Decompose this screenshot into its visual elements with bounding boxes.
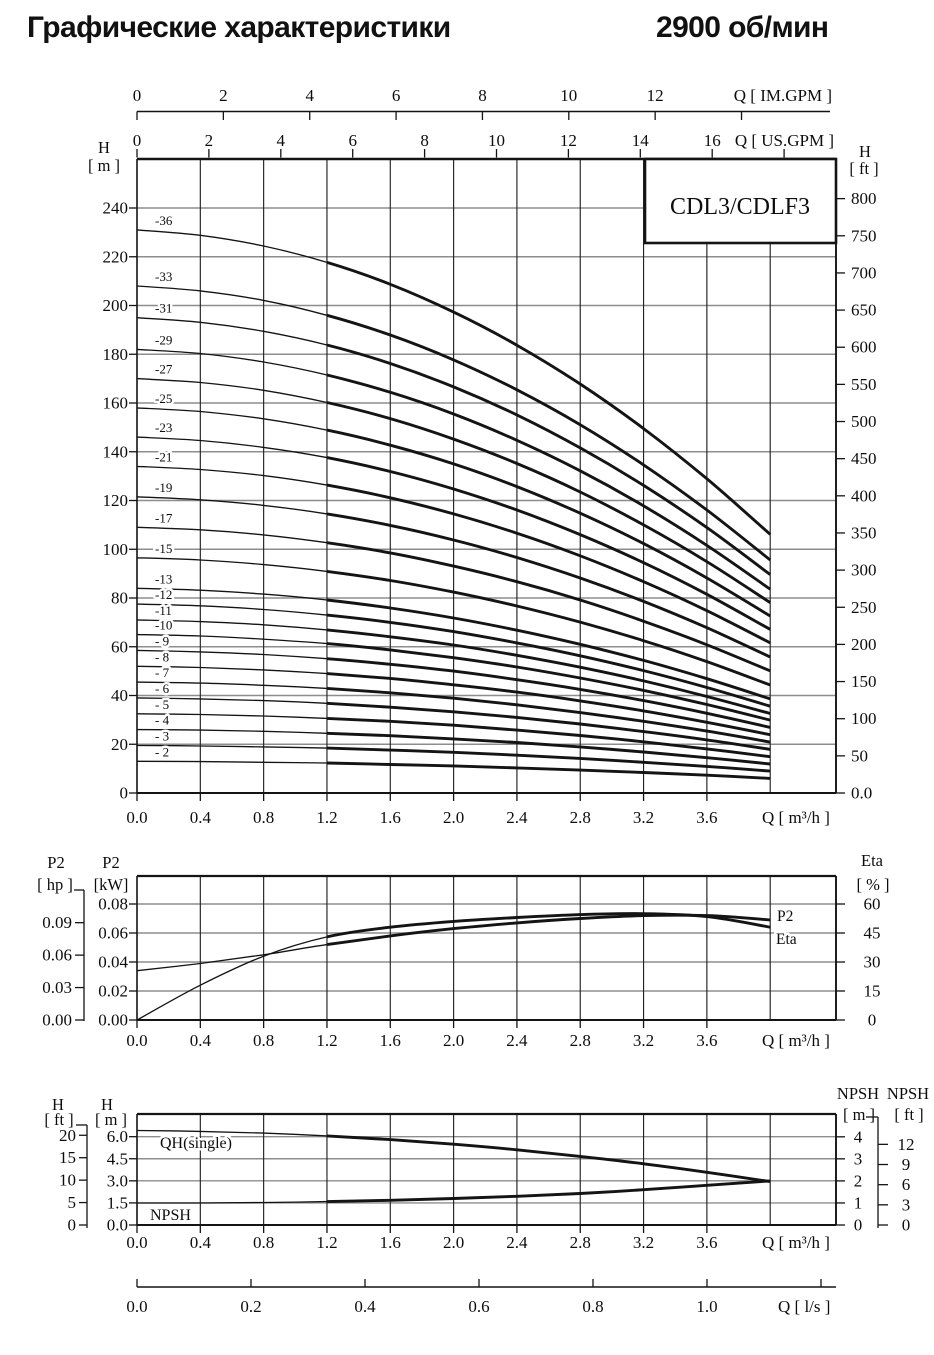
svg-text:2.4: 2.4 bbox=[506, 1031, 528, 1050]
x-axis-unit-label: Q [ m³/h ] bbox=[762, 1031, 830, 1050]
svg-text:60: 60 bbox=[863, 894, 881, 914]
curve-label-13: -13 bbox=[155, 571, 173, 587]
svg-text:Eta: Eta bbox=[861, 851, 883, 870]
x-axis-unit-label: Q [ m³/h ] bbox=[762, 1233, 830, 1252]
imgpm-axis-label: Q [ IM.GPM ] bbox=[733, 86, 832, 105]
curve-label-17: -17 bbox=[155, 510, 173, 526]
svg-text:800: 800 bbox=[851, 189, 877, 209]
svg-text:0.08: 0.08 bbox=[98, 894, 128, 914]
svg-text:9: 9 bbox=[901, 1155, 911, 1175]
qh-single-npsh-chart bbox=[44, 1084, 929, 1316]
svg-text:0.0: 0.0 bbox=[851, 783, 873, 803]
curve-label-19: -19 bbox=[155, 479, 173, 495]
svg-text:[kW]: [kW] bbox=[93, 875, 129, 894]
y-left-name: H bbox=[98, 138, 110, 157]
svg-text:2: 2 bbox=[853, 1171, 863, 1191]
y-left-unit: [ m ] bbox=[87, 156, 121, 175]
svg-text:0.4: 0.4 bbox=[189, 808, 211, 827]
curve-6-stages bbox=[327, 703, 770, 749]
rpm-label: 2900 об/мин bbox=[656, 11, 829, 44]
curve-p2-thin bbox=[137, 945, 327, 971]
svg-text:5: 5 bbox=[67, 1193, 76, 1213]
svg-text:0.0: 0.0 bbox=[126, 808, 148, 827]
svg-text:12: 12 bbox=[559, 131, 577, 150]
svg-text:12: 12 bbox=[897, 1134, 915, 1154]
svg-text:0.0: 0.0 bbox=[126, 1233, 148, 1252]
svg-text:0.03: 0.03 bbox=[42, 978, 72, 998]
curve-label-36: -36 bbox=[155, 212, 173, 228]
svg-text:8: 8 bbox=[420, 131, 429, 150]
svg-text:1.6: 1.6 bbox=[379, 808, 401, 827]
curve-label-9: - 9 bbox=[155, 633, 170, 649]
svg-text:6: 6 bbox=[901, 1175, 911, 1195]
ls-axis-label: Q [ l/s ] bbox=[778, 1297, 831, 1316]
svg-text:220: 220 bbox=[102, 247, 128, 267]
svg-text:0.8: 0.8 bbox=[582, 1297, 604, 1316]
svg-text:0.04: 0.04 bbox=[98, 952, 128, 972]
curve-npsh bbox=[327, 1181, 770, 1202]
svg-text:[ hp ]: [ hp ] bbox=[37, 875, 73, 894]
curve-label-25: -25 bbox=[155, 390, 173, 406]
qh-single-label: QH(single) bbox=[160, 1135, 232, 1152]
svg-text:[ ft ]: [ ft ] bbox=[894, 1105, 924, 1124]
svg-text:0.4: 0.4 bbox=[189, 1233, 211, 1252]
svg-text:0: 0 bbox=[67, 1215, 76, 1235]
svg-text:0.8: 0.8 bbox=[253, 1233, 275, 1252]
svg-text:40: 40 bbox=[111, 686, 128, 705]
svg-text:P2: P2 bbox=[47, 853, 65, 872]
npsh-label: NPSH bbox=[150, 1207, 191, 1224]
svg-text:1.6: 1.6 bbox=[379, 1233, 401, 1252]
curve-36-stages-thin bbox=[137, 230, 327, 263]
curve-label-8: - 8 bbox=[155, 649, 170, 665]
svg-text:80: 80 bbox=[111, 588, 128, 608]
svg-text:2: 2 bbox=[204, 131, 214, 150]
svg-text:180: 180 bbox=[102, 344, 128, 364]
svg-text:H: H bbox=[101, 1095, 113, 1114]
svg-text:20: 20 bbox=[111, 734, 128, 754]
curve-label-15: -15 bbox=[155, 540, 173, 556]
x-axis-unit-label: Q [ m³/h ] bbox=[762, 808, 830, 827]
svg-text:0.8: 0.8 bbox=[253, 808, 275, 827]
curve-label-29: -29 bbox=[155, 332, 173, 348]
svg-text:0: 0 bbox=[132, 131, 142, 150]
svg-text:0.4: 0.4 bbox=[354, 1297, 376, 1316]
svg-text:0: 0 bbox=[901, 1215, 911, 1235]
svg-text:NPSH: NPSH bbox=[836, 1084, 880, 1103]
svg-text:150: 150 bbox=[851, 672, 877, 692]
svg-text:250: 250 bbox=[851, 597, 877, 617]
eta-curve-label: Eta bbox=[776, 931, 797, 948]
svg-text:2.4: 2.4 bbox=[506, 808, 528, 827]
svg-text:1.0: 1.0 bbox=[696, 1297, 718, 1316]
svg-text:3.6: 3.6 bbox=[696, 1233, 718, 1252]
curve-label-11: -11 bbox=[155, 602, 172, 618]
svg-text:200: 200 bbox=[102, 296, 128, 315]
p2-curve-label: P2 bbox=[777, 908, 794, 925]
svg-text:0.8: 0.8 bbox=[253, 1031, 275, 1050]
svg-text:1: 1 bbox=[853, 1193, 863, 1213]
svg-text:8: 8 bbox=[478, 86, 487, 105]
svg-text:700: 700 bbox=[851, 263, 877, 283]
svg-text:12: 12 bbox=[646, 86, 664, 105]
svg-text:6: 6 bbox=[348, 131, 357, 150]
curve-label-2: - 2 bbox=[155, 744, 170, 760]
svg-text:0.4: 0.4 bbox=[189, 1031, 211, 1050]
svg-text:350: 350 bbox=[851, 523, 877, 543]
curve-36-stages bbox=[327, 262, 770, 534]
svg-text:0: 0 bbox=[867, 1010, 877, 1030]
curve-15-stages bbox=[327, 571, 770, 685]
y-right-name: H bbox=[859, 142, 871, 161]
svg-text:45: 45 bbox=[863, 923, 881, 943]
svg-text:120: 120 bbox=[102, 491, 128, 510]
svg-text:0: 0 bbox=[132, 86, 142, 105]
svg-text:3.2: 3.2 bbox=[632, 808, 655, 827]
svg-text:2.0: 2.0 bbox=[442, 1031, 465, 1050]
svg-text:4: 4 bbox=[276, 131, 286, 150]
svg-text:[ m ]: [ m ] bbox=[94, 1110, 128, 1129]
svg-text:0.0: 0.0 bbox=[126, 1297, 148, 1316]
curve-31-stages bbox=[327, 345, 770, 575]
svg-text:2.8: 2.8 bbox=[569, 1031, 591, 1050]
svg-text:10: 10 bbox=[59, 1170, 76, 1190]
svg-text:15: 15 bbox=[863, 981, 881, 1001]
svg-text:6: 6 bbox=[391, 86, 401, 105]
svg-text:140: 140 bbox=[102, 442, 128, 462]
svg-text:100: 100 bbox=[851, 709, 877, 729]
svg-text:[ % ]: [ % ] bbox=[856, 875, 890, 894]
svg-text:16: 16 bbox=[703, 131, 721, 150]
curve-label-7: - 7 bbox=[155, 665, 170, 681]
model-label: CDL3/CDLF3 bbox=[669, 194, 811, 220]
svg-text:750: 750 bbox=[851, 226, 877, 246]
svg-text:0.06: 0.06 bbox=[98, 923, 128, 943]
curve-label-12: -12 bbox=[155, 587, 173, 603]
svg-text:650: 650 bbox=[851, 300, 877, 320]
svg-text:450: 450 bbox=[851, 449, 877, 469]
curve-label-6: - 6 bbox=[155, 680, 170, 696]
curve-label-33: -33 bbox=[155, 269, 173, 284]
svg-text:30: 30 bbox=[863, 952, 881, 972]
svg-text:500: 500 bbox=[851, 412, 877, 432]
svg-text:0: 0 bbox=[119, 783, 128, 803]
svg-text:600: 600 bbox=[851, 337, 877, 357]
svg-text:200: 200 bbox=[851, 634, 877, 654]
svg-text:0.02: 0.02 bbox=[98, 981, 128, 1001]
svg-text:3.2: 3.2 bbox=[632, 1233, 655, 1252]
svg-text:3: 3 bbox=[901, 1195, 911, 1215]
curve-27-stages bbox=[327, 403, 770, 603]
svg-text:14: 14 bbox=[631, 131, 649, 150]
svg-text:NPSH: NPSH bbox=[886, 1084, 930, 1103]
curve-label-27: -27 bbox=[155, 361, 173, 377]
svg-text:0.06: 0.06 bbox=[42, 945, 72, 965]
usgpm-axis-label: Q [ US.GPM ] bbox=[734, 131, 834, 150]
y-right-unit: [ ft ] bbox=[849, 159, 879, 178]
svg-text:2.4: 2.4 bbox=[506, 1233, 528, 1252]
curve-p2 bbox=[327, 915, 770, 944]
svg-text:2.8: 2.8 bbox=[569, 1233, 591, 1252]
svg-text:4.5: 4.5 bbox=[106, 1149, 128, 1169]
curve-19-stages bbox=[327, 514, 770, 657]
curve-label-21: -21 bbox=[155, 449, 173, 465]
curve-label-4: - 4 bbox=[155, 712, 170, 728]
svg-text:3: 3 bbox=[853, 1149, 863, 1169]
svg-text:0.00: 0.00 bbox=[98, 1010, 128, 1030]
curve-15-stages-thin bbox=[137, 558, 327, 572]
svg-text:20: 20 bbox=[59, 1125, 76, 1145]
svg-text:0.09: 0.09 bbox=[42, 913, 72, 933]
svg-text:2: 2 bbox=[219, 86, 228, 105]
curve-label-10: -10 bbox=[155, 617, 173, 633]
svg-text:3.6: 3.6 bbox=[696, 1031, 718, 1050]
svg-text:[ ft ]: [ ft ] bbox=[44, 1110, 74, 1129]
svg-text:60: 60 bbox=[111, 637, 128, 657]
svg-text:0.0: 0.0 bbox=[126, 1031, 148, 1050]
curve-label-23: -23 bbox=[155, 420, 173, 436]
svg-text:4: 4 bbox=[305, 86, 314, 105]
svg-text:1.5: 1.5 bbox=[106, 1193, 128, 1213]
svg-text:240: 240 bbox=[102, 198, 128, 218]
svg-text:3.6: 3.6 bbox=[696, 808, 718, 827]
svg-text:550: 550 bbox=[851, 374, 877, 394]
curve-label-31: -31 bbox=[155, 300, 173, 316]
page-title: Графические характеристики bbox=[27, 11, 451, 44]
svg-text:P2: P2 bbox=[102, 853, 120, 872]
svg-text:1.2: 1.2 bbox=[316, 808, 338, 827]
svg-text:2.0: 2.0 bbox=[442, 1233, 465, 1252]
svg-text:100: 100 bbox=[102, 539, 128, 559]
svg-text:1.2: 1.2 bbox=[316, 1233, 338, 1252]
svg-text:1.2: 1.2 bbox=[316, 1031, 338, 1050]
svg-text:160: 160 bbox=[102, 393, 128, 413]
svg-text:10: 10 bbox=[488, 131, 505, 150]
svg-text:4: 4 bbox=[853, 1127, 863, 1147]
svg-text:10: 10 bbox=[560, 86, 578, 105]
svg-text:2.8: 2.8 bbox=[569, 808, 591, 827]
svg-text:[ m ]: [ m ] bbox=[842, 1105, 876, 1124]
main-qh-chart bbox=[88, 86, 879, 827]
svg-text:0: 0 bbox=[853, 1215, 863, 1235]
svg-text:0.2: 0.2 bbox=[240, 1297, 262, 1316]
svg-text:6.0: 6.0 bbox=[106, 1127, 128, 1147]
svg-text:0.0: 0.0 bbox=[106, 1215, 128, 1235]
svg-text:300: 300 bbox=[851, 560, 877, 580]
svg-text:0.00: 0.00 bbox=[42, 1010, 72, 1030]
power-efficiency-chart bbox=[37, 851, 889, 1050]
svg-text:50: 50 bbox=[851, 746, 868, 766]
svg-text:15: 15 bbox=[59, 1148, 76, 1168]
svg-text:3.2: 3.2 bbox=[632, 1031, 655, 1050]
svg-text:400: 400 bbox=[851, 486, 877, 506]
svg-text:2.0: 2.0 bbox=[442, 808, 465, 827]
svg-text:H: H bbox=[52, 1095, 64, 1114]
curve-2-stages-thin bbox=[137, 761, 327, 763]
svg-text:3.0: 3.0 bbox=[106, 1171, 128, 1191]
svg-text:1.6: 1.6 bbox=[379, 1031, 401, 1050]
svg-text:0.6: 0.6 bbox=[468, 1297, 490, 1316]
curve-label-5: - 5 bbox=[155, 696, 170, 712]
curve-label-3: - 3 bbox=[155, 728, 170, 744]
